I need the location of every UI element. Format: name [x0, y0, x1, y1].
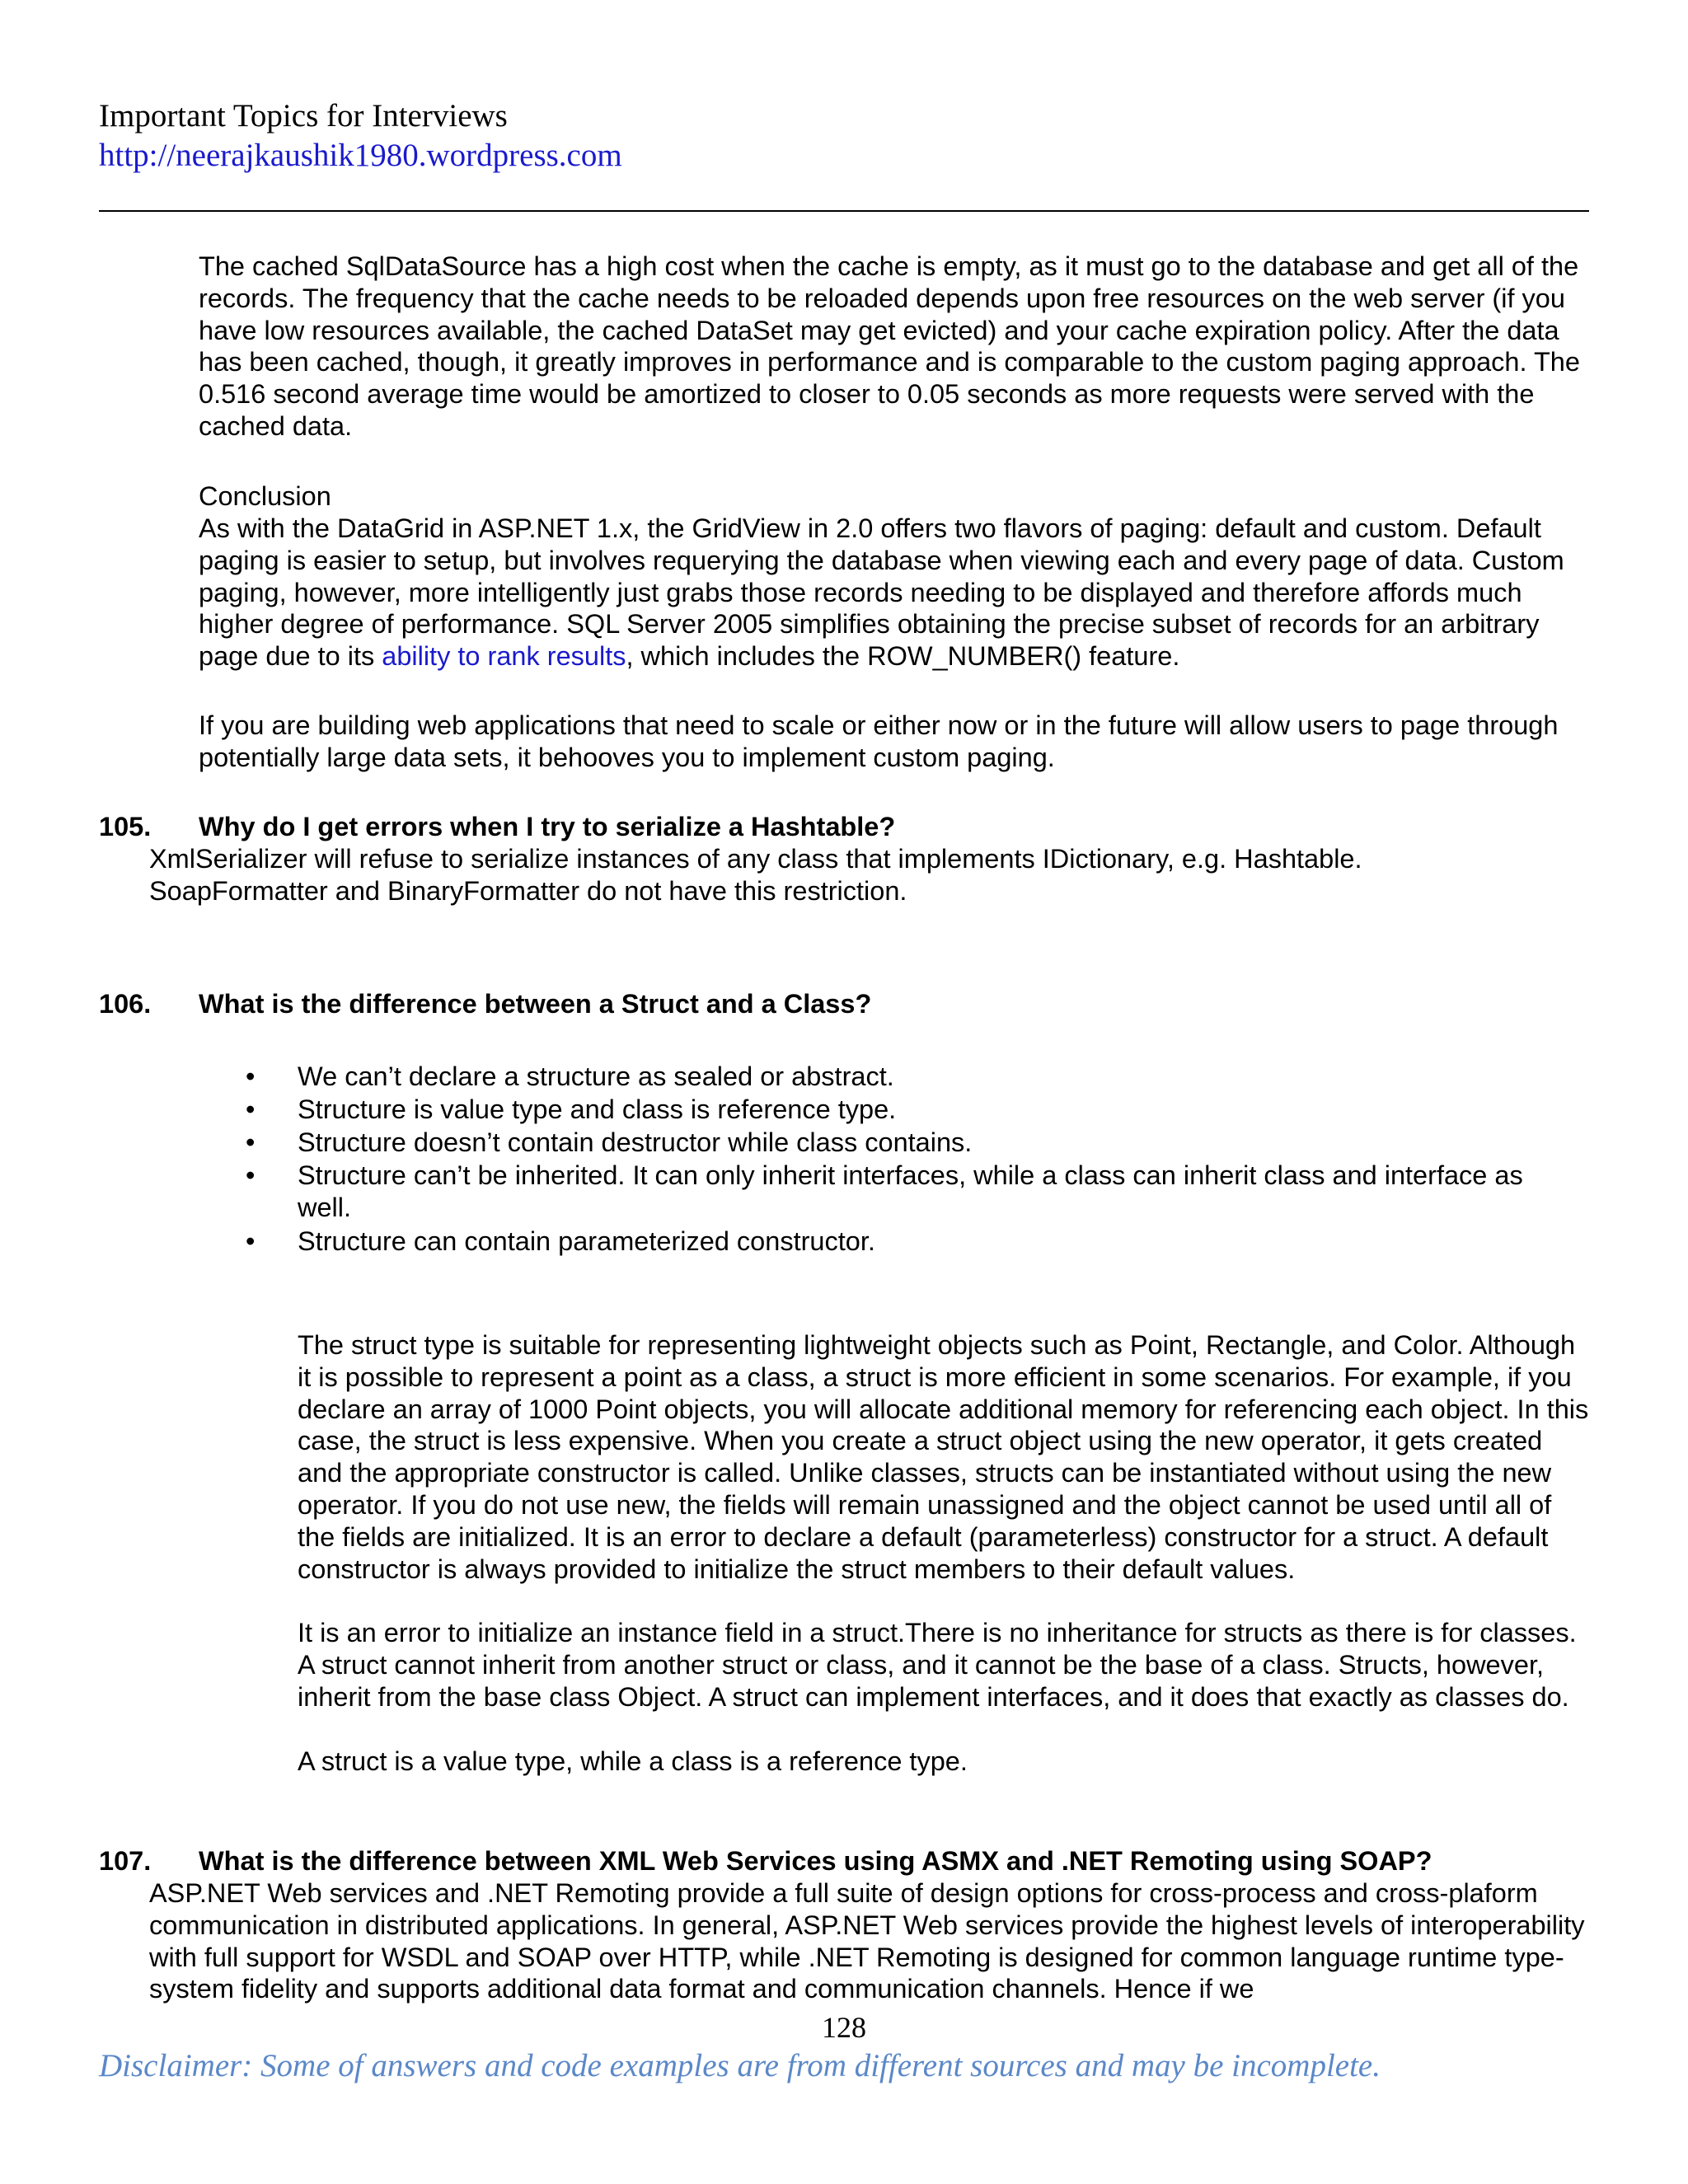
question-105-title: Why do I get errors when I try to serialize a Hashtable?: [199, 812, 896, 841]
conclusion-heading: Conclusion: [199, 481, 331, 511]
question-106-number: 106.: [99, 989, 152, 1019]
struct-bullet-item: We can’t declare a structure as sealed or abstract.: [298, 1062, 894, 1091]
page-number: 128: [822, 2011, 866, 2044]
bullet-icon: •: [246, 1062, 256, 1091]
custom-paging-paragraph: If you are building web applications that need to scale or either now or in the future will allow users to page through potentially large data sets, it behooves you to implement custom paging.: [199, 710, 1559, 772]
struct-bullet-item: Structure doesn’t contain destructor while class contains.: [298, 1127, 973, 1157]
conclusion-text-end: , which includes the ROW_NUMBER() feature.: [626, 641, 1180, 672]
question-105-number: 105.: [99, 812, 152, 841]
struct-detail-paragraph: The struct type is suitable for representing lightweight objects such as Point, Rectangle, and Color. Although it is possible to represent a point as a class, a struct is more efficient in some scenarios. For example, if you declare an array of 1000 Point objects, you will allocate additional memory for referencing each object. In this case, the struct is less expensive. When you create a struct object using the new operator, it gets created and the appropriate constructor is called. Unlike classes, structs can be instantiated without using the new operator. If you do not use new, the fields will remain unassigned and the object cannot be used until all of the fields are initialized. It is an error to declare a default (parameterless) constructor for a struct. A default constructor is always provided to initialize the struct members to their default values.: [298, 1330, 1589, 1584]
disclaimer-text: Disclaimer: Some of answers and code examples are from different sources and may be incomplete.: [99, 2048, 1381, 2083]
struct-bullet-item: Structure is value type and class is reference type.: [298, 1094, 897, 1124]
bullet-icon: •: [246, 1160, 256, 1190]
bullet-icon: •: [246, 1094, 256, 1124]
header-title: Important Topics for Interviews: [99, 98, 508, 134]
struct-summary-line: A struct is a value type, while a class is a reference type.: [298, 1746, 968, 1776]
header-url-link[interactable]: http://neerajkaushik1980.wordpress.com: [99, 138, 622, 173]
question-107-answer: ASP.NET Web services and .NET Remoting provide a full suite of design options for cross-process and cross-plaform communication in distributed applications. In general, ASP.NET Web services provide the highest levels of interoperability with full support for WSDL and SOAP over HTTP, while .NET Remoting is designed for common language runtime type-system fidelity and supports additional data format and communication channels. Hence if we: [149, 1878, 1585, 2004]
question-105-answer: XmlSerializer will refuse to serialize instances of any class that implements IDictionary, e.g. Hashtable. SoapFormatter and BinaryFormatter do not have this restriction.: [149, 844, 1362, 906]
bullet-icon: •: [246, 1226, 256, 1256]
rank-results-link[interactable]: ability to rank results: [382, 641, 626, 672]
bullet-icon: •: [246, 1127, 256, 1157]
struct-bullet-item: Structure can’t be inherited. It can only inherit interfaces, while a class can inherit class and interface as well.: [298, 1160, 1523, 1222]
question-107-title: What is the difference between XML Web Services using ASMX and .NET Remoting using SOAP?: [199, 1846, 1432, 1876]
header-divider: [99, 210, 1589, 212]
conclusion-paragraph: [199, 513, 1592, 673]
struct-bullet-item: Structure can contain parameterized constructor.: [298, 1226, 875, 1256]
question-107-number: 107.: [99, 1846, 152, 1876]
question-106-title: What is the difference between a Struct and a Class?: [199, 989, 872, 1019]
struct-inheritance-paragraph: It is an error to initialize an instance field in a struct.There is no inheritance for structs as there is for classes. A struct cannot inherit from another struct or class, and it cannot be the base of a class. Structs, however, inherit from the base class Object. A struct can implement interfaces, and it does that exactly as classes do.: [298, 1618, 1577, 1712]
intro-paragraph-cached-datasource: The cached SqlDataSource has a high cost when the cache is empty, as it must go to the database and get all of the records. The frequency that the cache needs to be reloaded depends upon free resources on the web server (if you have low resources available, the cached DataSet may get evicted) and your cache expiration policy. After the data has been cached, though, it greatly improves in performance and is comparable to the custom paging approach. The 0.516 second average time would be amortized to closer to 0.05 seconds as more requests were served with the cached data.: [199, 251, 1580, 441]
conclusion-text-start: As with the DataGrid in ASP.NET 1.x, the GridView in 2.0 offers two flavors of paging: default and custom. Default paging is easier to setup, but involves requerying the database when viewing each and every page of data. Custom paging, however, more intelligently just grabs those records needing to be displayed and therefore affords much higher degree of performance. SQL Server 2005 simplifies obtaining the precise subset of records for an arbitrary page due to its: [199, 513, 1564, 672]
